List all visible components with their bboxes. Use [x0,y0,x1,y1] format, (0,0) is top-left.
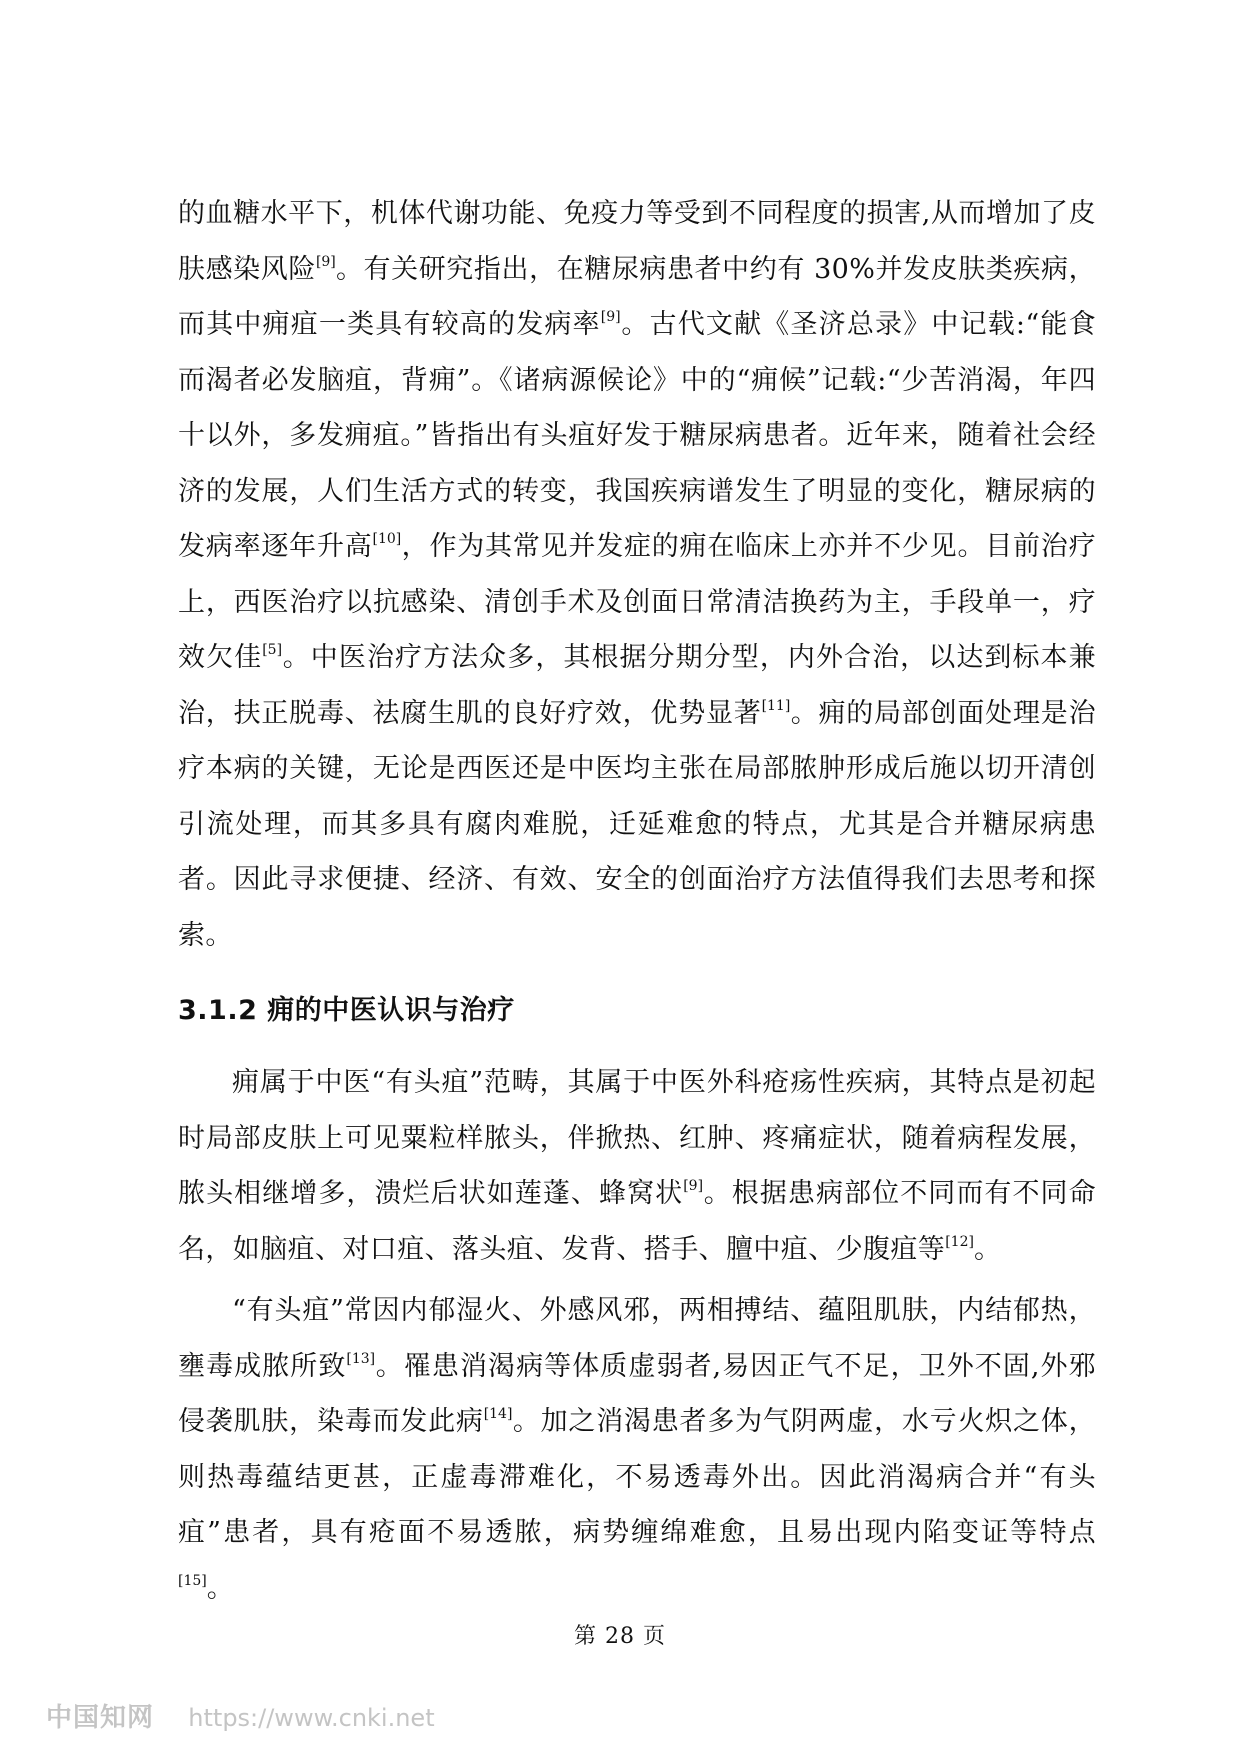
paragraph-text: 。罹患消渴病等体质虚弱者,易因正气不足，卫外不固,外邪侵袭肌肤，染毒而发此病 [178,1350,1097,1437]
paragraph-text: 。痈的局部创面处理是治疗本病的关键，无论是西医还是中医均主张在局部脓肿形成后施以切开清创引流处理，而其多具有腐肉难脱，迁延难愈的特点，尤其是合并糖尿病患者。因此寻求便捷、经济、有效、安全的创面治疗方法值得我们去思考和探索。 [178,697,1096,951]
paragraph-text: 的血糖水平下，机体代谢功能、免疫力等受到不同程度的损害,从而增加了皮肤感染风险 [178,198,1096,285]
page-number: 第 28 页 [574,1624,666,1649]
paragraph-text: 。有关研究指出，在糖尿病患者中约有 30%并发皮肤类疾病，而其中痈疽一类具有较高的发病率 [178,253,1096,340]
page-body [178,186,1096,1616]
citation-ref: [9] [683,1178,704,1194]
body-paragraph-3 [178,1283,1096,1616]
paragraph-text: 。加之消渴患者多为气阴两虚，水亏火炽之体，则热毒蕴结更甚，正虚毒滞难化，不易透毒外出。因此消渴病合并“有头疽”患者，具有疮面不易透脓，病势缠绵难愈，且易出现内陷变证等特点 [178,1406,1096,1548]
citation-ref: [13] [346,1350,376,1367]
watermark-brand: 中国知网 [46,1703,155,1733]
paragraph-text: 。 [973,1233,1002,1265]
paragraph-text: 痈属于中医“有头疽”范畴，其属于中医外科疮疡性疾病，其特点是初起时局部皮肤上可见粟粒样脓头，伴掀热、红肿、疼痛症状，随着病程发展，脓头相继增多，溃烂后状如莲蓬、蜂窝状 [178,1067,1096,1209]
citation-ref: [9] [315,253,336,270]
paragraph-text: 。根据患病部位不同而有不同命名，如脑疽、对口疽、落头疽、发背、搭手、膻中疽、少腹疽等 [178,1178,1096,1265]
watermark-url: https://www.cnki.net [188,1704,435,1732]
section-heading: 3.1.2 痈的中医认识与治疗 [178,995,515,1026]
paragraph-text: “有头疽”常因内郁湿火、外感风邪，两相搏结、蕴阻肌肤，内结郁热，壅毒成脓所致 [178,1295,1096,1382]
citation-ref: [9] [600,309,621,325]
paragraph-text: ，作为其常见并发症的痈在临床上亦并不少见。目前治疗上，西医治疗以抗感染、清创手术及创面日常清洁换药为主，手段单一，疗效欠佳 [178,531,1096,673]
paragraph-text: 。中医治疗方法众多，其根据分期分型，内外合治，以达到标本兼治，扶正脱毒、祛腐生肌的良好疗效，优势显著 [178,642,1096,729]
cnki-watermark [46,1702,435,1734]
citation-ref: [14] [483,1406,513,1422]
body-paragraph-1 [178,186,1096,963]
paragraph-text: 。古代文献《圣济总录》中记载:“能食而渴者必发脑疽，背痈”。《诸病源候论》中的“痈候”记载:“少苦消渴，年四十以外，多发痈疽。”皆指出有头疽好发于糖尿病患者。近年来，随着社会经济的发展，人们生活方式的转变，我国疾病谱发生了明显的变化，糖尿病的发病率逐年升高 [178,309,1096,562]
citation-ref: [15] [178,1572,207,1589]
paragraph-text: 。 [206,1572,235,1604]
citation-ref: [10] [372,531,402,547]
citation-ref: [12] [945,1233,974,1250]
citation-ref: [5] [262,642,283,658]
citation-ref: [11] [761,697,791,714]
body-paragraph-2 [178,1055,1096,1277]
